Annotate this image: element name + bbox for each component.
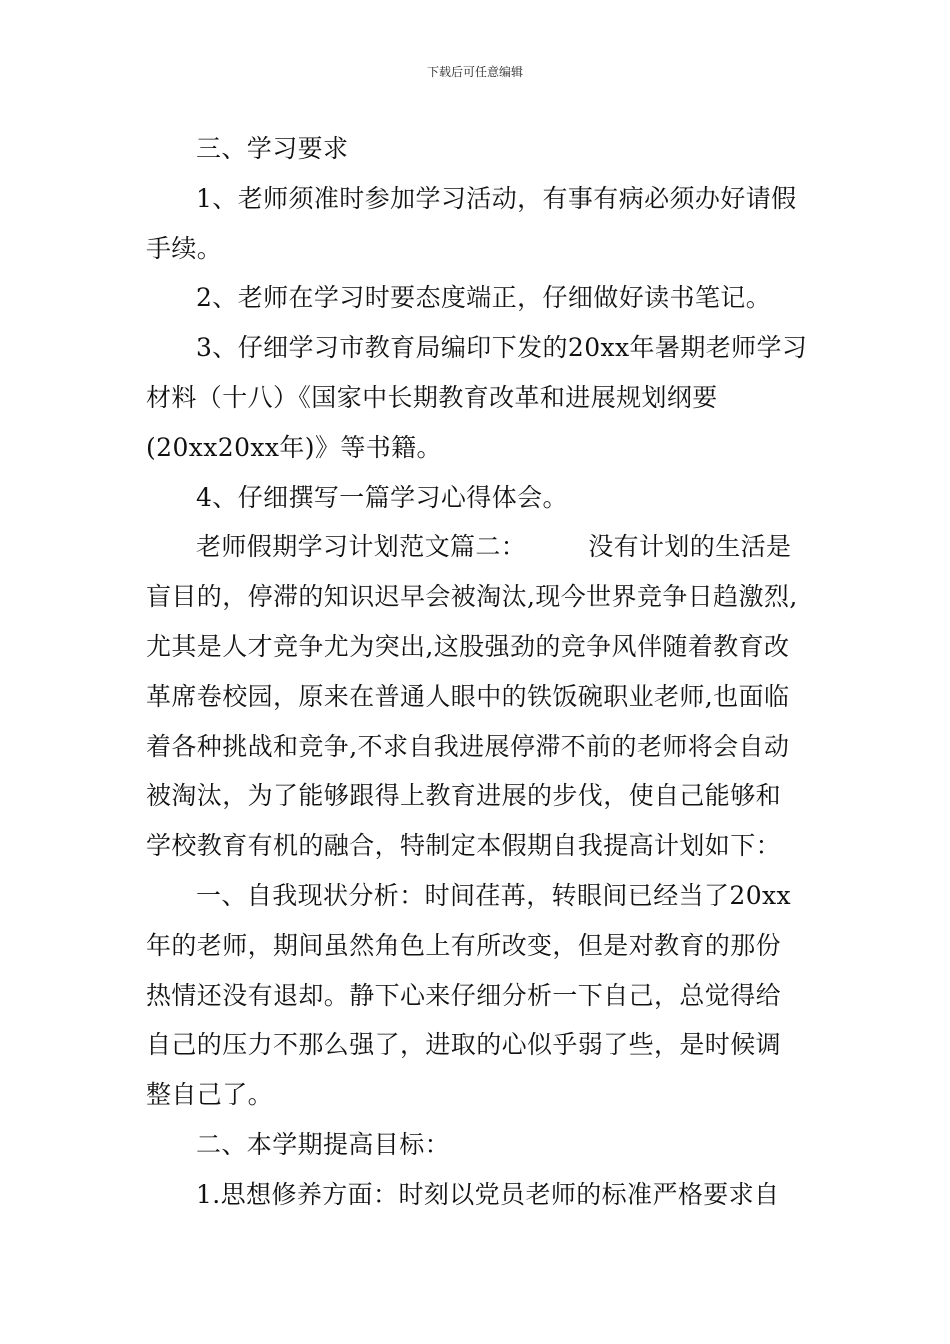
text-line: 年的老师，期间虽然角色上有所改变，但是对教育的那份 <box>146 930 782 960</box>
text-line: 整自己了。 <box>146 1080 274 1110</box>
text-line: 自己的压力不那么强了，进取的心似乎弱了些，是时候调 <box>146 1030 782 1060</box>
text-line: 学校教育有机的融合，特制定本假期自我提高计划如下： <box>146 831 782 861</box>
text-line: 革席卷校园，原来在普通人眼中的铁饭碗职业老师,也面临 <box>146 681 790 711</box>
text-line: 盲目的，停滞的知识迟早会被淘汰,现今世界竞争日趋激烈, <box>146 582 798 612</box>
text-line: 三、学习要求 <box>196 134 349 163</box>
text-line: 1、老师须准时参加学习活动，有事有病必须办好请假 <box>196 183 797 213</box>
text-line: 热情还没有退却。静下心来仔细分析一下自己，总觉得给 <box>146 980 782 1010</box>
text-line: (20xx20xx年)》等书籍。 <box>146 432 442 462</box>
text-line: 被淘汰，为了能够跟得上教育进展的步伐，使自己能够和 <box>146 781 782 811</box>
text-line: 二、本学期提高目标： <box>196 1129 451 1159</box>
text-line: 着各种挑战和竞争,不求自我进展停滞不前的老师将会自动 <box>146 731 790 761</box>
text-line: 1.思想修养方面：时刻以党员老师的标准严格要求自 <box>196 1179 780 1209</box>
text-line: 手续。 <box>146 233 223 263</box>
document-body <box>146 124 806 1220</box>
text-line: 材料（十八）《国家中长期教育改革和进展规划纲要 <box>146 382 718 412</box>
text-line <box>146 522 806 572</box>
text-line: 2、老师在学习时要态度端正，仔细做好读书笔记。 <box>196 283 772 313</box>
page-header: 下载后可任意编辑 <box>426 65 523 79</box>
text-line: 4、仔细撰写一篇学习心得体会。 <box>196 482 568 512</box>
section-title: 老师假期学习计划范文篇二： <box>196 532 527 562</box>
section-lead: 没有计划的生活是 <box>588 532 792 562</box>
text-line: 尤其是人才竞争尤为突出,这股强劲的竞争风伴随着教育改 <box>146 631 790 661</box>
text-line: 一、自我现状分析：时间荏苒，转眼间已经当了20xx <box>196 880 792 910</box>
text-line: 3、仔细学习市教育局编印下发的20xx年暑期老师学习 <box>196 333 808 363</box>
